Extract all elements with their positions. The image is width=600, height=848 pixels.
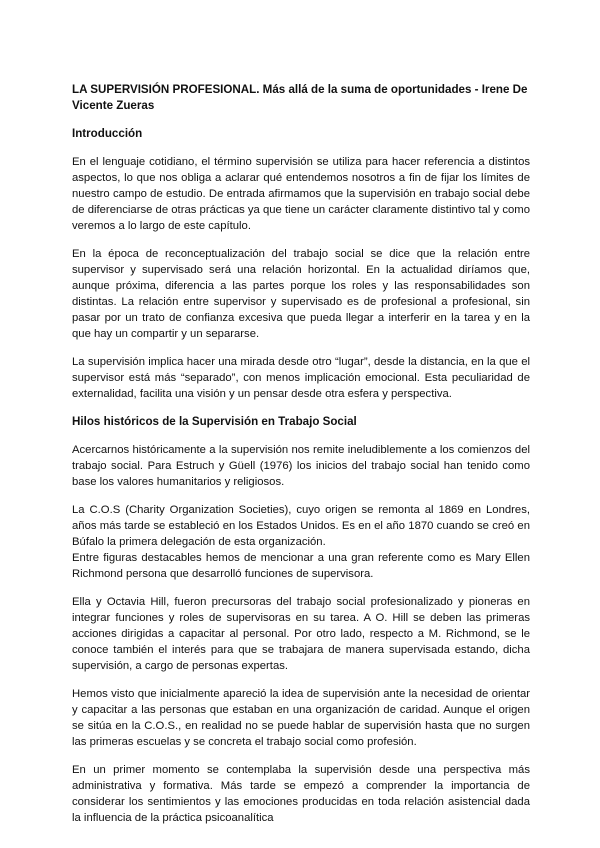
section-heading-introduccion: Introducción [72,127,143,140]
paragraph: En un primer momento se contemplaba la supervisión desde una perspectiva más administrativa y formativa. Más tarde se empezó a comprender la importancia de considerar los sentimientos y las emociones producidas en toda relación asistencial dada la influencia de la práctica psicoanalítica [72,764,530,824]
paragraph: En el lenguaje cotidiano, el término supervisión se utiliza para hacer referencia a distintos aspectos, lo que nos obliga a aclarar qué entendemos nosotros a fin de fijar los límites de nuestro campo de estudio. De entrada afirmamos que la supervisión en trabajo social debe de diferenciarse de otras prácticas ya que tiene un carácter claramente distintivo tal y como veremos a lo largo de este capítulo. [72,156,530,232]
paragraph: Hemos visto que inicialmente apareció la idea de supervisión ante la necesidad de orientar y capacitar a las personas que estaban en una organización de caridad. Aunque el origen se sitúa en la C.O.S., en realidad no se puede hablar de supervisión hasta que no surgen las primeras escuelas y se concreta el trabajo social como profesión. [72,688,530,748]
paragraph: Entre figuras destacables hemos de mencionar a una gran referente como es Mary Ellen Richmond persona que desarrolló funciones de supervisora. [72,552,530,580]
document-title: LA SUPERVISIÓN PROFESIONAL. Más allá de la suma de oportunidades - Irene De Vicente Zueras [72,83,528,112]
section-heading-hilos-historicos: Hilos históricos de la Supervisión en Trabajo Social [72,415,357,428]
paragraph: Acercarnos históricamente a la supervisión nos remite ineludiblemente a los comienzos del trabajo social. Para Estruch y Güell (1976) los inicios del trabajo social han tenido como base los valores humanitarios y religiosos. [72,444,530,488]
paragraph: La C.O.S (Charity Organization Societies), cuyo origen se remonta al 1869 en Londres, años más tarde se estableció en los Estados Unidos. Es en el año 1870 cuando se creó en Búfalo la primera delegación de esta organización. [72,504,530,548]
paragraph: La supervisión implica hacer una mirada desde otro “lugar”, desde la distancia, en la que el supervisor está más “separado”, con menos implicación emocional. Esta peculiaridad de externalidad, facilita una visión y un pensar desde otra esfera y perspectiva. [72,356,530,400]
document-page [72,82,530,838]
paragraph: En la época de reconceptualización del trabajo social se dice que la relación entre supervisor y supervisado será una relación horizontal. En la actualidad diríamos que, aunque próxima, diferencia a las partes porque los roles y las responsabilidades son distintas. La relación entre supervisor y supervisado es de profesional a profesional, sin pasar por un trato de confianza excesiva que pueda llegar a interferir en la tarea y en la que hay un compartir y un separarse. [72,248,530,340]
paragraph: Ella y Octavia Hill, fueron precursoras del trabajo social profesionalizado y pioneras en integrar funciones y roles de supervisoras en su tarea. A O. Hill se deben las primeras acciones dirigidas a capacitar al personal. Por otro lado, respecto a M. Richmond, se le conoce también el interés para que se trabajara de manera supervisada estando, dicha supervisión, a cargo de personas expertas. [72,596,530,672]
